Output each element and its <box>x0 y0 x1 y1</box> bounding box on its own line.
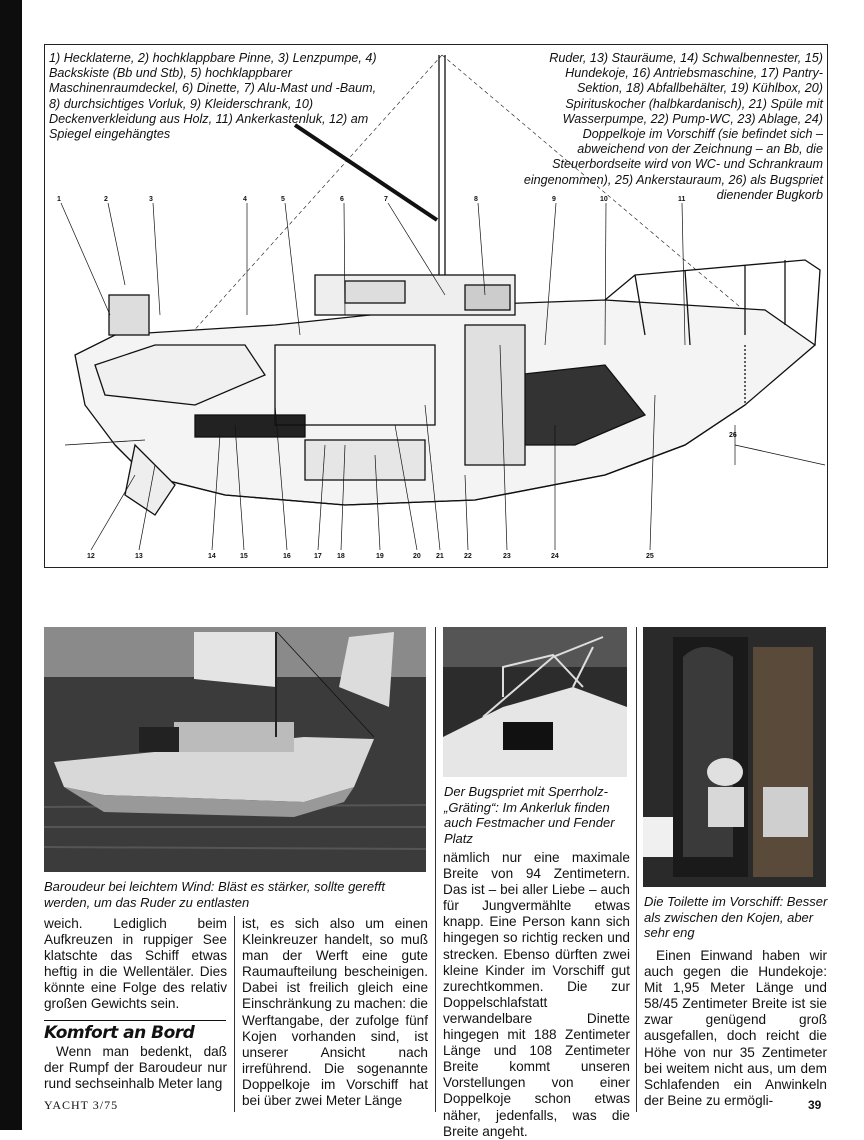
bowsprit-photo <box>443 627 627 777</box>
callout-21: 21 <box>436 553 444 560</box>
callout-12: 12 <box>87 553 95 560</box>
col1-paragraph-1: weich. Lediglich beim Aufkreuzen in ruppiger See klatschte das Schiff etwas heftig in die Wellentäler. Dies könnte eine Folge des relativ großen Gewichts sein. <box>44 916 227 1012</box>
callout-1: 1 <box>57 196 61 203</box>
toilet-photo-caption: Die Toilette im Vorschiff: Besser als zwischen den Kojen, aber sehr eng <box>644 894 828 940</box>
col2-paragraph: ist, es sich also um einen Kleinkreuzer handelt, so muß man der Werft eine gute Raumaufteilung bescheinigen. Dabei ist freilich gleich eine Einschränkung zu machen: die Werftangabe, der zufolge fünf Kojen vorhanden sind, ist unserer Ansicht nach irreführend. Die sogenannte Doppelkoje im Vorschiff hat bei über zwei Meter Länge <box>242 916 428 1109</box>
cutaway-diagram <box>44 44 828 568</box>
column-divider-3 <box>636 627 637 1112</box>
callout-14: 14 <box>208 553 216 560</box>
article-column-1 <box>44 916 227 1013</box>
callout-15: 15 <box>240 553 248 560</box>
magazine-issue: YACHT 3/75 <box>44 1098 119 1112</box>
callout-3: 3 <box>149 196 153 203</box>
article-column-4 <box>644 948 827 1109</box>
callout-6: 6 <box>340 196 344 203</box>
page-number: 39 <box>808 1098 822 1112</box>
callout-18: 18 <box>337 553 345 560</box>
article-column-2 <box>242 916 428 1109</box>
callout-20: 20 <box>413 553 421 560</box>
callout-2: 2 <box>104 196 108 203</box>
section-heading: Komfort an Bord <box>44 1020 226 1043</box>
column-divider-2 <box>435 627 436 1112</box>
callout-22: 22 <box>464 553 472 560</box>
callout-13: 13 <box>135 553 143 560</box>
article-column-3 <box>443 850 630 1140</box>
callout-16: 16 <box>283 553 291 560</box>
callout-17: 17 <box>314 553 322 560</box>
callout-19: 19 <box>376 553 384 560</box>
sailing-photo-caption: Baroudeur bei leichtem Wind: Bläst es stärker, sollte gerefft werden, um das Ruder zu entlasten <box>44 879 385 910</box>
callout-4: 4 <box>243 196 247 203</box>
article-column-1-cont <box>44 1044 227 1092</box>
col1-paragraph-2: Wenn man bedenkt, daß der Rumpf der Baroudeur nur rund sechseinhalb Meter lang <box>44 1044 227 1092</box>
callout-9: 9 <box>552 196 556 203</box>
callout-24: 24 <box>551 553 559 560</box>
callout-26: 26 <box>729 432 737 439</box>
sailing-photo <box>44 627 426 872</box>
callout-10: 10 <box>600 196 608 203</box>
col3-paragraph: nämlich nur eine maximale Breite von 94 Zentimetern. Das ist – bei aller Liebe – auch für Jungvermählte etwas knapp. Eine Person kann sich hingegen so richtig recken und strecken. Ebenso dürften zwei kleine Kinder im Vorschiff gut zurechtkommen. Die zur Doppelschlafstatt verwandelbare Dinette hingegen mit 188 Zentimeter Länge und 108 Zentimeter Breite kommt unseren Vorstellungen von einer Doppelkoje schon etwas näher, jedenfalls, was die Breite angeht. <box>443 850 630 1139</box>
toilet-photo <box>643 627 826 887</box>
callout-11: 11 <box>678 196 686 203</box>
callout-7: 7 <box>384 196 388 203</box>
callout-23: 23 <box>503 553 511 560</box>
bowsprit-photo-caption: Der Bugspriet mit Sperrholz-„Gräting“: Im Ankerluk finden auch Festmacher und Fender Platz <box>444 784 615 846</box>
diagram-legend-right: Ruder, 13) Stauräume, 14) Schwalbennester, 15) Hundekoje, 16) Antriebsmaschine, 17) Pantry-Sektion, 18) Abfallbehälter, 19) Kühlbox, 20) Spirituskocher (halbkardanisch), 21) Spüle mit Wasserpumpe, 22) Pump-WC, 23) Ablage, 24) Doppelkoje im Vorschiff (sie befindet sich – abweichend von der Zeichnung – an Bb, die Steuerbordseite wird von WC- und Schrankraum eingenommen), 25) Ankerstauraum, 26) als Bugspriet dienender Bugkorb <box>523 51 823 202</box>
page-edge-shadow <box>0 0 22 1130</box>
callout-8: 8 <box>474 196 478 203</box>
column-divider-1 <box>234 916 235 1112</box>
col4-paragraph: Einen Einwand haben wir auch gegen die Hundekoje: Mit 1,95 Meter Länge und 58/45 Zentimeter Breite ist sie zwar genügend groß ausgefallen, doch reicht die Höhe von nur 35 Zentimeter bei weitem nicht aus, um dem Schlafenden ein Anwinkeln der Beine zu ermögli- <box>644 948 827 1108</box>
diagram-legend-left: 1) Hecklaterne, 2) hochklappbare Pinne, 3) Lenzpumpe, 4) Backskiste (Bb und Stb), 5) hochklappbarer Maschinenraumdeckel, 6) Dinette, 7) Alu-Mast und -Baum, 8) durchsichtiges Vorluk, 9) Kleiderschrank, 10) Deckenverkleidung aus Holz, 11) Ankerkastenluk, 12) am Spiegel eingehängtes <box>49 51 377 142</box>
callout-5: 5 <box>281 196 285 203</box>
callout-25: 25 <box>646 553 654 560</box>
